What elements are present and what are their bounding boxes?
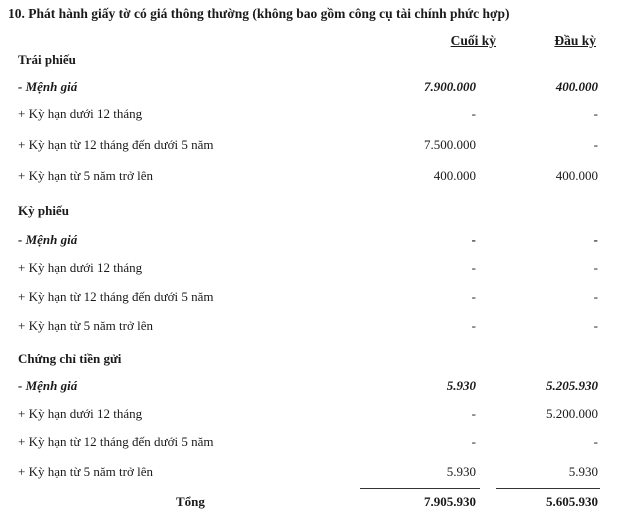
- table-row: [0, 168, 640, 188]
- value-current: -: [471, 289, 476, 304]
- value-current: 5.930: [446, 464, 476, 479]
- total-row: [0, 494, 640, 514]
- value-current: 5.930: [446, 378, 476, 393]
- value-current: -: [471, 434, 476, 449]
- row-label: - Mệnh giá: [18, 79, 78, 94]
- total-rule-opening: [496, 488, 600, 489]
- section-title: Kỳ phiếu: [18, 203, 69, 218]
- note-title: 10. Phát hành giấy tờ có giá thông thường (không bao gồm công cụ tài chính phức hợp): [8, 6, 510, 21]
- total-rule-current: [360, 488, 480, 489]
- table-row: [0, 378, 640, 398]
- table-row: [0, 464, 640, 484]
- row-label: - Mệnh giá: [18, 378, 78, 393]
- total-current: 7.905.930: [424, 494, 476, 509]
- value-opening: 400.000: [555, 79, 598, 94]
- total-opening: 5.605.930: [546, 494, 598, 509]
- section-header: [0, 52, 640, 72]
- row-label: + Kỳ hạn từ 5 năm trở lên: [18, 168, 153, 183]
- section-title: Trái phiếu: [18, 52, 76, 67]
- table-row: [0, 260, 640, 280]
- section-header: [0, 203, 640, 223]
- value-current: -: [471, 406, 476, 421]
- value-opening: -: [593, 260, 598, 275]
- row-label: - Mệnh giá: [18, 232, 78, 247]
- value-current: 7.500.000: [424, 137, 476, 152]
- value-current: -: [471, 232, 476, 247]
- value-current: 7.900.000: [424, 79, 476, 94]
- value-opening: -: [593, 232, 598, 247]
- value-opening: 5.930: [568, 464, 598, 479]
- value-opening: -: [593, 137, 598, 152]
- row-label: + Kỳ hạn dưới 12 tháng: [18, 260, 143, 275]
- table-row: [0, 318, 640, 338]
- value-opening: 400.000: [555, 168, 598, 183]
- total-label: Tổng: [176, 494, 205, 509]
- row-label: + Kỳ hạn dưới 12 tháng: [18, 106, 143, 121]
- value-current: 400.000: [433, 168, 476, 183]
- row-label: + Kỳ hạn dưới 12 tháng: [18, 406, 143, 421]
- value-opening: -: [593, 434, 598, 449]
- table-row: [0, 106, 640, 126]
- table-row: [0, 137, 640, 157]
- row-label: + Kỳ hạn từ 5 năm trở lên: [18, 318, 153, 333]
- value-opening: 5.205.930: [546, 378, 598, 393]
- value-opening: -: [593, 289, 598, 304]
- value-opening: 5.200.000: [546, 406, 598, 421]
- section-title: Chứng chỉ tiền gửi: [18, 351, 122, 366]
- row-label: + Kỳ hạn từ 12 tháng đến dưới 5 năm: [18, 137, 214, 152]
- value-opening: -: [593, 106, 598, 121]
- row-label: + Kỳ hạn từ 5 năm trở lên: [18, 464, 153, 479]
- column-header-current: Cuối kỳ: [450, 33, 496, 48]
- value-current: -: [471, 260, 476, 275]
- section-header: [0, 351, 640, 371]
- value-current: -: [471, 106, 476, 121]
- value-opening: -: [593, 318, 598, 333]
- row-label: + Kỳ hạn từ 12 tháng đến dưới 5 năm: [18, 289, 214, 304]
- table-row: [0, 434, 640, 454]
- row-label: + Kỳ hạn từ 12 tháng đến dưới 5 năm: [18, 434, 214, 449]
- table-row: [0, 232, 640, 252]
- table-row: [0, 406, 640, 426]
- column-header-opening: Đầu kỳ: [554, 33, 596, 48]
- table-row: [0, 79, 640, 99]
- table-row: [0, 289, 640, 309]
- value-current: -: [471, 318, 476, 333]
